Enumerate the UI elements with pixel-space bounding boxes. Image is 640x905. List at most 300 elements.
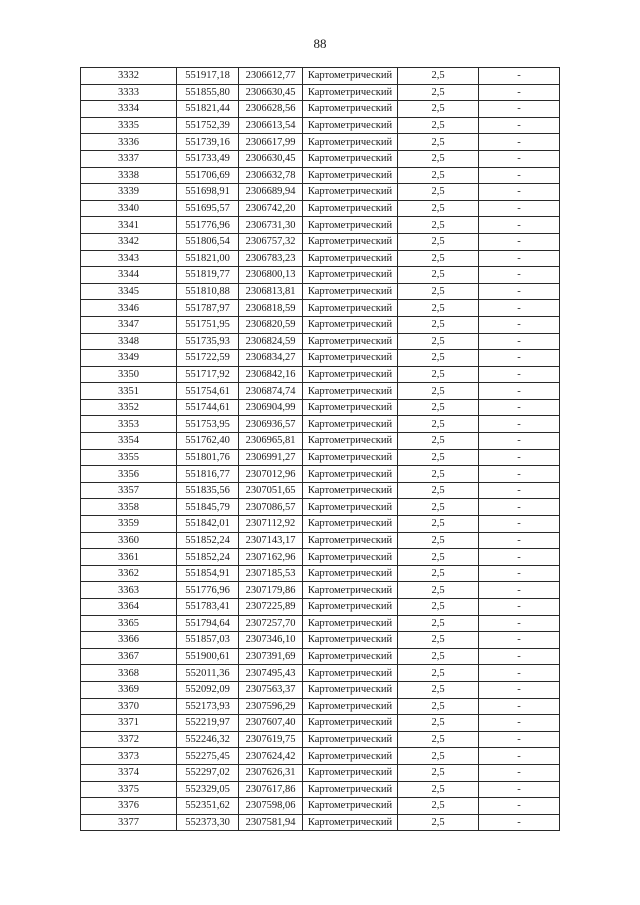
table-row	[81, 599, 560, 616]
table-row	[81, 399, 560, 416]
point-number-cell: 3376	[81, 798, 177, 815]
description-cell: -	[479, 466, 560, 483]
accuracy-cell: 2,5	[398, 814, 479, 831]
method-cell: Картометрический	[303, 549, 398, 566]
description-cell: -	[479, 366, 560, 383]
method-cell: Картометрический	[303, 150, 398, 167]
description-cell: -	[479, 399, 560, 416]
y-coordinate-cell: 2306742,20	[239, 200, 303, 217]
table-row	[81, 748, 560, 765]
y-coordinate-cell: 2306842,16	[239, 366, 303, 383]
x-coordinate-cell: 552351,62	[177, 798, 239, 815]
accuracy-cell: 2,5	[398, 300, 479, 317]
y-coordinate-cell: 2306731,30	[239, 217, 303, 234]
accuracy-cell: 2,5	[398, 582, 479, 599]
accuracy-cell: 2,5	[398, 233, 479, 250]
accuracy-cell: 2,5	[398, 698, 479, 715]
accuracy-cell: 2,5	[398, 516, 479, 533]
description-cell: -	[479, 416, 560, 433]
point-number-cell: 3333	[81, 84, 177, 101]
y-coordinate-cell: 2306820,59	[239, 316, 303, 333]
table-row	[81, 217, 560, 234]
table-row	[81, 233, 560, 250]
y-coordinate-cell: 2307162,96	[239, 549, 303, 566]
table-row	[81, 350, 560, 367]
accuracy-cell: 2,5	[398, 84, 479, 101]
description-cell: -	[479, 499, 560, 516]
description-cell: -	[479, 117, 560, 134]
method-cell: Картометрический	[303, 781, 398, 798]
y-coordinate-cell: 2307225,89	[239, 599, 303, 616]
method-cell: Картометрический	[303, 250, 398, 267]
method-cell: Картометрический	[303, 283, 398, 300]
method-cell: Картометрический	[303, 416, 398, 433]
table-row	[81, 250, 560, 267]
method-cell: Картометрический	[303, 68, 398, 85]
point-number-cell: 3369	[81, 681, 177, 698]
y-coordinate-cell: 2306630,45	[239, 84, 303, 101]
table-row	[81, 150, 560, 167]
accuracy-cell: 2,5	[398, 715, 479, 732]
description-cell: -	[479, 582, 560, 599]
description-cell: -	[479, 798, 560, 815]
table-row	[81, 200, 560, 217]
accuracy-cell: 2,5	[398, 549, 479, 566]
table-row	[81, 532, 560, 549]
method-cell: Картометрический	[303, 217, 398, 234]
x-coordinate-cell: 551855,80	[177, 84, 239, 101]
method-cell: Картометрический	[303, 316, 398, 333]
accuracy-cell: 2,5	[398, 648, 479, 665]
description-cell: -	[479, 267, 560, 284]
point-number-cell: 3359	[81, 516, 177, 533]
point-number-cell: 3338	[81, 167, 177, 184]
x-coordinate-cell: 551698,91	[177, 184, 239, 201]
accuracy-cell: 2,5	[398, 532, 479, 549]
accuracy-cell: 2,5	[398, 134, 479, 151]
y-coordinate-cell: 2306613,54	[239, 117, 303, 134]
x-coordinate-cell: 551783,41	[177, 599, 239, 616]
y-coordinate-cell: 2307051,65	[239, 482, 303, 499]
method-cell: Картометрический	[303, 383, 398, 400]
point-number-cell: 3349	[81, 350, 177, 367]
y-coordinate-cell: 2306936,57	[239, 416, 303, 433]
point-number-cell: 3345	[81, 283, 177, 300]
accuracy-cell: 2,5	[398, 316, 479, 333]
accuracy-cell: 2,5	[398, 615, 479, 632]
y-coordinate-cell: 2307012,96	[239, 466, 303, 483]
accuracy-cell: 2,5	[398, 781, 479, 798]
y-coordinate-cell: 2306800,13	[239, 267, 303, 284]
table-row	[81, 715, 560, 732]
description-cell: -	[479, 68, 560, 85]
method-cell: Картометрический	[303, 184, 398, 201]
table-row	[81, 615, 560, 632]
x-coordinate-cell: 551806,54	[177, 233, 239, 250]
point-number-cell: 3339	[81, 184, 177, 201]
point-number-cell: 3365	[81, 615, 177, 632]
x-coordinate-cell: 551753,95	[177, 416, 239, 433]
description-cell: -	[479, 283, 560, 300]
point-number-cell: 3364	[81, 599, 177, 616]
y-coordinate-cell: 2306783,23	[239, 250, 303, 267]
y-coordinate-cell: 2307391,69	[239, 648, 303, 665]
table-row	[81, 731, 560, 748]
accuracy-cell: 2,5	[398, 416, 479, 433]
accuracy-cell: 2,5	[398, 267, 479, 284]
accuracy-cell: 2,5	[398, 466, 479, 483]
accuracy-cell: 2,5	[398, 383, 479, 400]
method-cell: Картометрический	[303, 731, 398, 748]
point-number-cell: 3346	[81, 300, 177, 317]
description-cell: -	[479, 383, 560, 400]
method-cell: Картометрический	[303, 698, 398, 715]
point-number-cell: 3337	[81, 150, 177, 167]
x-coordinate-cell: 551917,18	[177, 68, 239, 85]
y-coordinate-cell: 2307626,31	[239, 764, 303, 781]
point-number-cell: 3370	[81, 698, 177, 715]
description-cell: -	[479, 84, 560, 101]
x-coordinate-cell: 551842,01	[177, 516, 239, 533]
method-cell: Картометрический	[303, 117, 398, 134]
x-coordinate-cell: 551801,76	[177, 449, 239, 466]
method-cell: Картометрический	[303, 433, 398, 450]
point-number-cell: 3352	[81, 399, 177, 416]
accuracy-cell: 2,5	[398, 250, 479, 267]
point-number-cell: 3356	[81, 466, 177, 483]
y-coordinate-cell: 2307346,10	[239, 632, 303, 649]
description-cell: -	[479, 233, 560, 250]
method-cell: Картометрический	[303, 449, 398, 466]
accuracy-cell: 2,5	[398, 499, 479, 516]
method-cell: Картометрический	[303, 167, 398, 184]
description-cell: -	[479, 599, 560, 616]
x-coordinate-cell: 551722,59	[177, 350, 239, 367]
y-coordinate-cell: 2307086,57	[239, 499, 303, 516]
y-coordinate-cell: 2306689,94	[239, 184, 303, 201]
description-cell: -	[479, 200, 560, 217]
table-row	[81, 416, 560, 433]
y-coordinate-cell: 2306824,59	[239, 333, 303, 350]
x-coordinate-cell: 551852,24	[177, 532, 239, 549]
y-coordinate-cell: 2306632,78	[239, 167, 303, 184]
y-coordinate-cell: 2306813,81	[239, 283, 303, 300]
y-coordinate-cell: 2307495,43	[239, 665, 303, 682]
accuracy-cell: 2,5	[398, 665, 479, 682]
method-cell: Картометрический	[303, 748, 398, 765]
accuracy-cell: 2,5	[398, 333, 479, 350]
point-number-cell: 3375	[81, 781, 177, 798]
description-cell: -	[479, 698, 560, 715]
method-cell: Картометрический	[303, 200, 398, 217]
description-cell: -	[479, 715, 560, 732]
description-cell: -	[479, 482, 560, 499]
point-number-cell: 3377	[81, 814, 177, 831]
x-coordinate-cell: 552275,45	[177, 748, 239, 765]
point-number-cell: 3360	[81, 532, 177, 549]
accuracy-cell: 2,5	[398, 167, 479, 184]
y-coordinate-cell: 2307185,53	[239, 565, 303, 582]
table-row	[81, 698, 560, 715]
description-cell: -	[479, 648, 560, 665]
method-cell: Картометрический	[303, 267, 398, 284]
point-number-cell: 3368	[81, 665, 177, 682]
description-cell: -	[479, 814, 560, 831]
x-coordinate-cell: 551776,96	[177, 582, 239, 599]
method-cell: Картометрический	[303, 516, 398, 533]
description-cell: -	[479, 167, 560, 184]
x-coordinate-cell: 552373,30	[177, 814, 239, 831]
table-row	[81, 565, 560, 582]
x-coordinate-cell: 552219,97	[177, 715, 239, 732]
x-coordinate-cell: 551854,91	[177, 565, 239, 582]
description-cell: -	[479, 449, 560, 466]
accuracy-cell: 2,5	[398, 599, 479, 616]
description-cell: -	[479, 516, 560, 533]
table-row	[81, 117, 560, 134]
method-cell: Картометрический	[303, 665, 398, 682]
accuracy-cell: 2,5	[398, 350, 479, 367]
description-cell: -	[479, 764, 560, 781]
accuracy-cell: 2,5	[398, 399, 479, 416]
table-row	[81, 466, 560, 483]
table-row	[81, 798, 560, 815]
x-coordinate-cell: 551819,77	[177, 267, 239, 284]
method-cell: Картометрический	[303, 599, 398, 616]
x-coordinate-cell: 551810,88	[177, 283, 239, 300]
y-coordinate-cell: 2307624,42	[239, 748, 303, 765]
table-body	[81, 68, 560, 831]
accuracy-cell: 2,5	[398, 433, 479, 450]
point-number-cell: 3372	[81, 731, 177, 748]
description-cell: -	[479, 333, 560, 350]
description-cell: -	[479, 748, 560, 765]
y-coordinate-cell: 2306818,59	[239, 300, 303, 317]
x-coordinate-cell: 551752,39	[177, 117, 239, 134]
y-coordinate-cell: 2307617,86	[239, 781, 303, 798]
y-coordinate-cell: 2307143,17	[239, 532, 303, 549]
y-coordinate-cell: 2306965,81	[239, 433, 303, 450]
x-coordinate-cell: 552329,05	[177, 781, 239, 798]
table-row	[81, 814, 560, 831]
table-row	[81, 134, 560, 151]
accuracy-cell: 2,5	[398, 184, 479, 201]
description-cell: -	[479, 217, 560, 234]
description-cell: -	[479, 433, 560, 450]
x-coordinate-cell: 551821,00	[177, 250, 239, 267]
accuracy-cell: 2,5	[398, 681, 479, 698]
accuracy-cell: 2,5	[398, 101, 479, 118]
table-row	[81, 449, 560, 466]
point-number-cell: 3361	[81, 549, 177, 566]
x-coordinate-cell: 551762,40	[177, 433, 239, 450]
table-row	[81, 482, 560, 499]
method-cell: Картометрический	[303, 333, 398, 350]
y-coordinate-cell: 2306628,56	[239, 101, 303, 118]
point-number-cell: 3350	[81, 366, 177, 383]
method-cell: Картометрический	[303, 582, 398, 599]
method-cell: Картометрический	[303, 715, 398, 732]
method-cell: Картометрический	[303, 499, 398, 516]
point-number-cell: 3366	[81, 632, 177, 649]
x-coordinate-cell: 551706,69	[177, 167, 239, 184]
method-cell: Картометрический	[303, 466, 398, 483]
point-number-cell: 3340	[81, 200, 177, 217]
table-row	[81, 316, 560, 333]
accuracy-cell: 2,5	[398, 731, 479, 748]
y-coordinate-cell: 2306612,77	[239, 68, 303, 85]
y-coordinate-cell: 2306991,27	[239, 449, 303, 466]
point-number-cell: 3363	[81, 582, 177, 599]
accuracy-cell: 2,5	[398, 748, 479, 765]
x-coordinate-cell: 551852,24	[177, 549, 239, 566]
x-coordinate-cell: 551695,57	[177, 200, 239, 217]
table-row	[81, 267, 560, 284]
x-coordinate-cell: 551754,61	[177, 383, 239, 400]
y-coordinate-cell: 2307619,75	[239, 731, 303, 748]
accuracy-cell: 2,5	[398, 68, 479, 85]
x-coordinate-cell: 551816,77	[177, 466, 239, 483]
table-row	[81, 549, 560, 566]
point-number-cell: 3347	[81, 316, 177, 333]
table-row	[81, 681, 560, 698]
point-number-cell: 3354	[81, 433, 177, 450]
description-cell: -	[479, 250, 560, 267]
table-row	[81, 366, 560, 383]
y-coordinate-cell: 2307607,40	[239, 715, 303, 732]
point-number-cell: 3332	[81, 68, 177, 85]
y-coordinate-cell: 2307581,94	[239, 814, 303, 831]
point-number-cell: 3336	[81, 134, 177, 151]
method-cell: Картометрический	[303, 366, 398, 383]
y-coordinate-cell: 2306617,99	[239, 134, 303, 151]
method-cell: Картометрический	[303, 532, 398, 549]
point-number-cell: 3374	[81, 764, 177, 781]
x-coordinate-cell: 552011,36	[177, 665, 239, 682]
y-coordinate-cell: 2307596,29	[239, 698, 303, 715]
x-coordinate-cell: 551835,56	[177, 482, 239, 499]
description-cell: -	[479, 316, 560, 333]
table-row	[81, 333, 560, 350]
description-cell: -	[479, 134, 560, 151]
description-cell: -	[479, 350, 560, 367]
x-coordinate-cell: 551794,64	[177, 615, 239, 632]
accuracy-cell: 2,5	[398, 798, 479, 815]
method-cell: Картометрический	[303, 615, 398, 632]
table-row	[81, 781, 560, 798]
point-number-cell: 3358	[81, 499, 177, 516]
accuracy-cell: 2,5	[398, 200, 479, 217]
method-cell: Картометрический	[303, 482, 398, 499]
x-coordinate-cell: 552092,09	[177, 681, 239, 698]
method-cell: Картометрический	[303, 632, 398, 649]
table-row	[81, 300, 560, 317]
table-row	[81, 648, 560, 665]
x-coordinate-cell: 551739,16	[177, 134, 239, 151]
x-coordinate-cell: 552246,32	[177, 731, 239, 748]
description-cell: -	[479, 615, 560, 632]
accuracy-cell: 2,5	[398, 117, 479, 134]
description-cell: -	[479, 565, 560, 582]
coordinates-table	[80, 67, 560, 831]
table-row	[81, 101, 560, 118]
table-row	[81, 764, 560, 781]
y-coordinate-cell: 2306757,32	[239, 233, 303, 250]
table-row	[81, 68, 560, 85]
method-cell: Картометрический	[303, 814, 398, 831]
table-row	[81, 582, 560, 599]
point-number-cell: 3341	[81, 217, 177, 234]
y-coordinate-cell: 2307598,06	[239, 798, 303, 815]
method-cell: Картометрический	[303, 300, 398, 317]
point-number-cell: 3344	[81, 267, 177, 284]
y-coordinate-cell: 2307257,70	[239, 615, 303, 632]
table-row	[81, 516, 560, 533]
x-coordinate-cell: 551821,44	[177, 101, 239, 118]
point-number-cell: 3343	[81, 250, 177, 267]
x-coordinate-cell: 551744,61	[177, 399, 239, 416]
method-cell: Картометрический	[303, 399, 398, 416]
accuracy-cell: 2,5	[398, 217, 479, 234]
description-cell: -	[479, 731, 560, 748]
accuracy-cell: 2,5	[398, 632, 479, 649]
x-coordinate-cell: 551857,03	[177, 632, 239, 649]
y-coordinate-cell: 2307563,37	[239, 681, 303, 698]
point-number-cell: 3357	[81, 482, 177, 499]
description-cell: -	[479, 781, 560, 798]
x-coordinate-cell: 552297,02	[177, 764, 239, 781]
x-coordinate-cell: 551751,95	[177, 316, 239, 333]
accuracy-cell: 2,5	[398, 449, 479, 466]
y-coordinate-cell: 2306834,27	[239, 350, 303, 367]
x-coordinate-cell: 551900,61	[177, 648, 239, 665]
x-coordinate-cell: 551717,92	[177, 366, 239, 383]
x-coordinate-cell: 551776,96	[177, 217, 239, 234]
table-row	[81, 383, 560, 400]
point-number-cell: 3351	[81, 383, 177, 400]
method-cell: Картометрический	[303, 648, 398, 665]
accuracy-cell: 2,5	[398, 764, 479, 781]
method-cell: Картометрический	[303, 84, 398, 101]
accuracy-cell: 2,5	[398, 482, 479, 499]
table-row	[81, 283, 560, 300]
method-cell: Картометрический	[303, 798, 398, 815]
x-coordinate-cell: 551787,97	[177, 300, 239, 317]
x-coordinate-cell: 551845,79	[177, 499, 239, 516]
method-cell: Картометрический	[303, 101, 398, 118]
y-coordinate-cell: 2306874,74	[239, 383, 303, 400]
method-cell: Картометрический	[303, 764, 398, 781]
x-coordinate-cell: 552173,93	[177, 698, 239, 715]
table-row	[81, 665, 560, 682]
point-number-cell: 3355	[81, 449, 177, 466]
table-row	[81, 184, 560, 201]
description-cell: -	[479, 681, 560, 698]
accuracy-cell: 2,5	[398, 366, 479, 383]
y-coordinate-cell: 2307112,92	[239, 516, 303, 533]
accuracy-cell: 2,5	[398, 565, 479, 582]
description-cell: -	[479, 665, 560, 682]
point-number-cell: 3342	[81, 233, 177, 250]
y-coordinate-cell: 2306630,45	[239, 150, 303, 167]
description-cell: -	[479, 150, 560, 167]
method-cell: Картометрический	[303, 134, 398, 151]
table-row	[81, 433, 560, 450]
point-number-cell: 3348	[81, 333, 177, 350]
page-number: 88	[313, 36, 327, 51]
description-cell: -	[479, 101, 560, 118]
table-row	[81, 84, 560, 101]
